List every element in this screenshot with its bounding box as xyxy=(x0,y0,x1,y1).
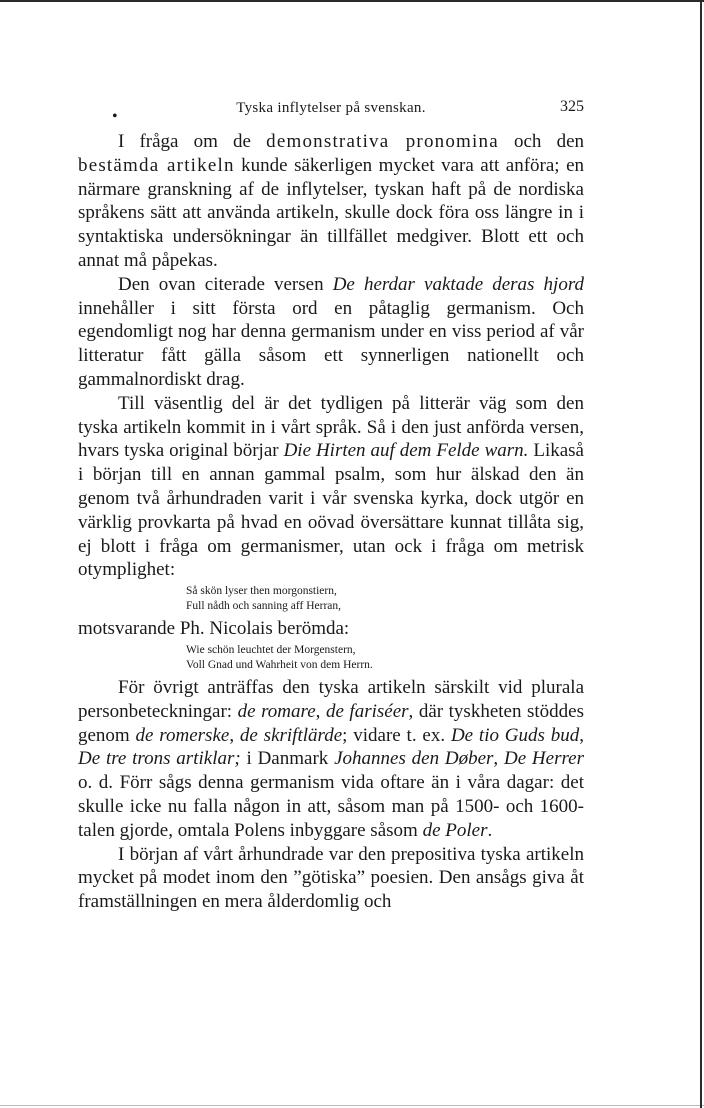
verse-line: Full nådh och sanning aff Herran, xyxy=(186,600,341,613)
body-text xyxy=(78,130,584,914)
verse-german xyxy=(78,643,584,673)
paragraph-2: Den ovan citerade versen De herdar vaktade deras hjord innehåller i sitt första ord en påtaglig germanism. Och egendomligt nog har denna germanism under en viss period af vår litteratur fått gälla såsom ett synnerligen nationellt och gammalnordiskt drag. xyxy=(78,273,585,390)
paragraph-4: För övrigt anträffas den tyska artikeln särskilt vid plurala personbeteckningar: de romare, de fariséer, där tyskheten stöddes genom de romerske, de skriftlärde; vidare t. ex. De tio Guds bud, De tre trons artiklar; i Danmark Johannes den Døber, De Herrer o. d. Förr sågs denna germanism vida oftare än i våra dagar: det skulle icke nu falla någon in att, såsom man på 1500- och 1600-talen gjorde, omtala Polens inbyggare såsom de Poler. xyxy=(78,676,585,841)
motsvarande-line: motsvarande Ph. Nicolais berömda: xyxy=(78,618,350,640)
page-number: 325 xyxy=(560,98,584,115)
paragraph-3: Till väsentlig del är det tydligen på litterär väg som den tyska artikeln kommit in i vårt språk. Så i den just anförda versen, hvars tyska original börjar Die Hirten auf dem Felde warn. Likaså i början till en annan gammal psalm, som hur älskad den än genom två århundraden varit i vår svenska kyrka, dock utgör en värklig provkarta på hvad en oövad översättare kunnat tillåta sig, ej blott i fråga om germanismer, utan ock i fråga om metrisk otymplighet: xyxy=(78,392,584,581)
verse-swedish xyxy=(78,584,584,614)
verse-line: Så skön lyser then morgonstiern, xyxy=(186,585,337,598)
verse-line: Wie schön leuchtet der Morgenstern, xyxy=(186,643,356,656)
paragraph-1: I fråga om de demonstrativa pronomina och den bestämda artikeln kunde säkerligen mycket vara att anföra; en närmare granskning af de inflytelser, tyskan haft på de nordiska språkens sätt att använda artikeln, skulle dock föra oss längre in i syntaktiska undersökningar än tillfället medgiver. Blott ett och annat må påpekas. xyxy=(78,131,584,271)
bullet-mark: • xyxy=(112,108,118,125)
paragraph-5: I början af vårt århundrade var den prepositiva tyska artikeln mycket på modet inom den ”götiska” poesien. Den ansågs giva åt framställningen en mera ålderdomlig och xyxy=(78,843,584,913)
verse-line: Voll Gnad und Wahrheit von dem Herrn. xyxy=(186,658,373,671)
page-edge xyxy=(700,2,702,1108)
page-header xyxy=(78,98,584,124)
running-title: Tyska inflytelser på svenskan. xyxy=(236,100,426,116)
